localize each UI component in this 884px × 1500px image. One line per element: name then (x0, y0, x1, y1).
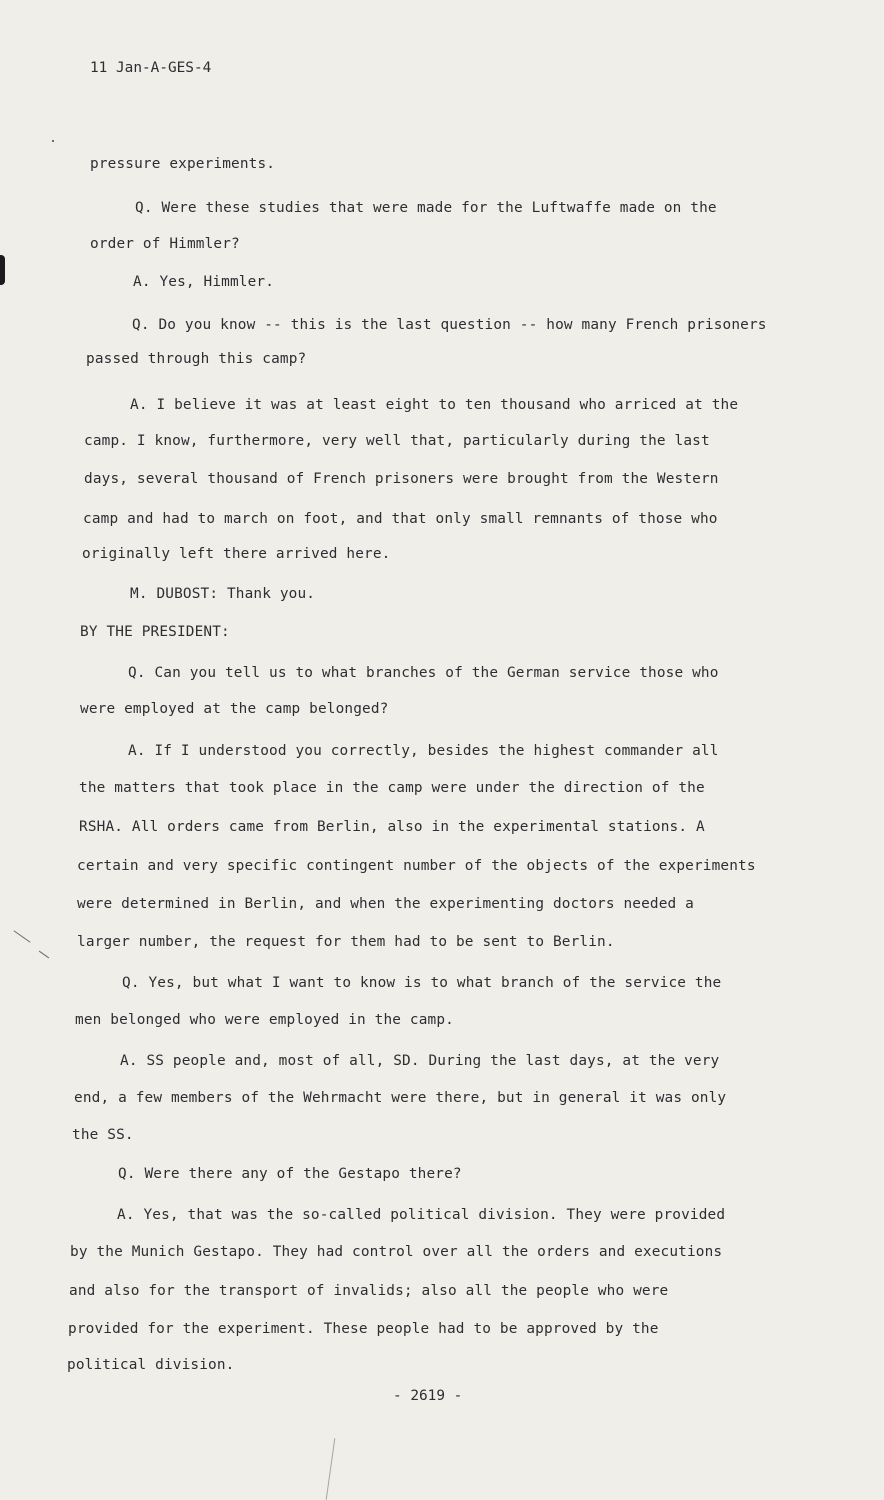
text-line-6: passed through this camp? (86, 351, 307, 367)
stray-mark (326, 1438, 336, 1500)
text-line-13: BY THE PRESIDENT: (80, 624, 230, 640)
text-line-15: were employed at the camp belonged? (80, 701, 389, 717)
text-line-22: Q. Yes, but what I want to know is to what branch of the service the (122, 975, 722, 991)
text-line-28: A. Yes, that was the so-called political division. They were provided (117, 1207, 726, 1223)
page-number: - 2619 - (393, 1388, 463, 1404)
text-line-7: A. I believe it was at least eight to ten thousand who arriced at the (130, 397, 739, 413)
text-line-17: the matters that took place in the camp were under the direction of the (79, 780, 705, 796)
text-line-32: political division. (67, 1357, 235, 1373)
text-line-24: A. SS people and, most of all, SD. During the last days, at the very (120, 1053, 720, 1069)
text-line-16: A. If I understood you correctly, besides the highest commander all (128, 743, 719, 759)
document-header: 11 Jan-A-GES-4 (90, 60, 212, 76)
text-line-26: the SS. (72, 1127, 134, 1143)
text-line-31: provided for the experiment. These people had to be approved by the (68, 1321, 659, 1337)
text-line-18: RSHA. All orders came from Berlin, also in the experimental stations. A (79, 819, 705, 835)
text-line-14: Q. Can you tell us to what branches of the German service those who (128, 665, 719, 681)
text-line-3: order of Himmler? (90, 236, 240, 252)
stray-mark (52, 140, 54, 142)
stray-mark (39, 951, 49, 959)
text-line-21: larger number, the request for them had to be sent to Berlin. (77, 934, 615, 950)
text-line-1: pressure experiments. (90, 156, 276, 172)
text-line-20: were determined in Berlin, and when the experimenting doctors needed a (77, 896, 694, 912)
text-line-10: camp and had to march on foot, and that only small remnants of those who (83, 511, 718, 527)
text-line-25: end, a few members of the Wehrmacht were there, but in general it was only (74, 1090, 727, 1106)
text-line-27: Q. Were there any of the Gestapo there? (118, 1166, 462, 1182)
text-line-5: Q. Do you know -- this is the last question -- how many French prisoners (132, 317, 767, 333)
text-line-4: A. Yes, Himmler. (133, 274, 275, 290)
text-line-30: and also for the transport of invalids; also all the people who were (69, 1283, 669, 1299)
binding-edge-mark (0, 255, 5, 285)
stray-mark (14, 930, 31, 942)
text-line-9: days, several thousand of French prisoners were brought from the Western (84, 471, 719, 487)
text-line-29: by the Munich Gestapo. They had control over all the orders and executions (70, 1244, 723, 1260)
text-line-8: camp. I know, furthermore, very well that, particularly during the last (84, 433, 710, 449)
text-line-19: certain and very specific contingent number of the objects of the experiments (77, 858, 756, 874)
text-line-12: M. DUBOST: Thank you. (130, 586, 316, 602)
text-line-2: Q. Were these studies that were made for the Luftwaffe made on the (135, 200, 717, 216)
text-line-11: originally left there arrived here. (82, 546, 391, 562)
text-line-23: men belonged who were employed in the camp. (75, 1012, 454, 1028)
